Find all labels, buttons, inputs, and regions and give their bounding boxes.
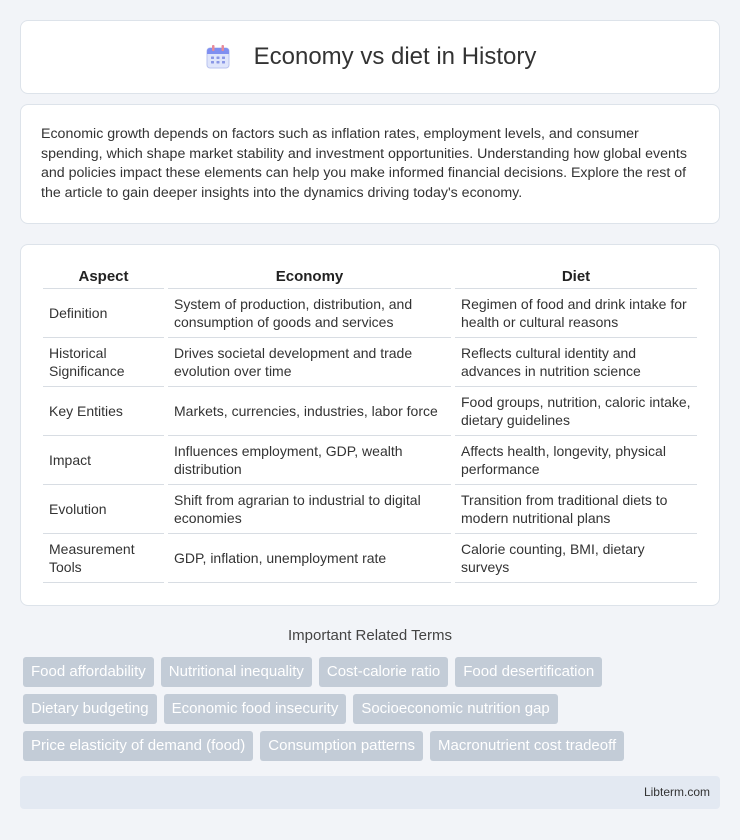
- related-term-tag[interactable]: Socioeconomic nutrition gap: [353, 694, 557, 724]
- related-term-tag[interactable]: Food desertification: [455, 657, 602, 687]
- diet-cell: Food groups, nutrition, caloric intake, dietary guidelines: [455, 387, 697, 436]
- aspect-cell: Definition: [43, 289, 164, 338]
- economy-cell: Shift from agrarian to industrial to digital economies: [168, 485, 451, 534]
- related-terms-list: [23, 657, 723, 761]
- diet-cell: Affects health, longevity, physical performance: [455, 436, 697, 485]
- aspect-cell: Measurement Tools: [43, 534, 164, 583]
- diet-cell: Calorie counting, BMI, dietary surveys: [455, 534, 697, 583]
- economy-cell: Markets, currencies, industries, labor force: [168, 387, 451, 436]
- related-term-tag[interactable]: Consumption patterns: [260, 731, 423, 761]
- table-row: [43, 387, 697, 436]
- diet-cell: Regimen of food and drink intake for health or cultural reasons: [455, 289, 697, 338]
- comparison-table: [39, 265, 701, 583]
- comparison-table-card: [20, 244, 720, 606]
- page-title: Economy vs diet in History: [253, 43, 537, 70]
- economy-cell: Influences employment, GDP, wealth distribution: [168, 436, 451, 485]
- footer: [20, 776, 720, 809]
- column-header-aspect: Aspect: [43, 265, 164, 289]
- table-row: [43, 338, 697, 387]
- calendar-icon: [204, 43, 232, 71]
- intro-card: [20, 104, 720, 224]
- column-header-economy: Economy: [168, 265, 451, 289]
- footer-site-link[interactable]: Libterm.com: [643, 785, 710, 799]
- related-term-tag[interactable]: Food affordability: [23, 657, 154, 687]
- aspect-cell: Key Entities: [43, 387, 164, 436]
- table-row: [43, 289, 697, 338]
- header-card: [20, 20, 720, 94]
- related-terms-title: Important Related Terms: [288, 627, 452, 644]
- economy-cell: GDP, inflation, unemployment rate: [168, 534, 451, 583]
- related-term-tag[interactable]: Nutritional inequality: [161, 657, 312, 687]
- related-term-tag[interactable]: Price elasticity of demand (food): [23, 731, 253, 761]
- economy-cell: Drives societal development and trade evolution over time: [168, 338, 451, 387]
- column-header-diet: Diet: [455, 265, 697, 289]
- aspect-cell: Impact: [43, 436, 164, 485]
- related-term-tag[interactable]: Economic food insecurity: [164, 694, 347, 724]
- related-term-tag[interactable]: Macronutrient cost tradeoff: [430, 731, 624, 761]
- table-row: [43, 436, 697, 485]
- economy-cell: System of production, distribution, and consumption of goods and services: [168, 289, 451, 338]
- related-term-tag[interactable]: Cost-calorie ratio: [319, 657, 448, 687]
- intro-paragraph: Economic growth depends on factors such as inflation rates, employment levels, and consumer spending, which shape market stability and investment opportunities. Understanding how global events and policies impact these elements can help you make informed financial decisions. Explore the rest of the article to gain deeper insights into the dynamics driving today's economy.: [41, 126, 687, 201]
- aspect-cell: Evolution: [43, 485, 164, 534]
- aspect-cell: Historical Significance: [43, 338, 164, 387]
- table-row: [43, 485, 697, 534]
- table-row: [43, 534, 697, 583]
- table-header-row: [43, 265, 697, 289]
- diet-cell: Reflects cultural identity and advances in nutrition science: [455, 338, 697, 387]
- related-term-tag[interactable]: Dietary budgeting: [23, 694, 157, 724]
- diet-cell: Transition from traditional diets to modern nutritional plans: [455, 485, 697, 534]
